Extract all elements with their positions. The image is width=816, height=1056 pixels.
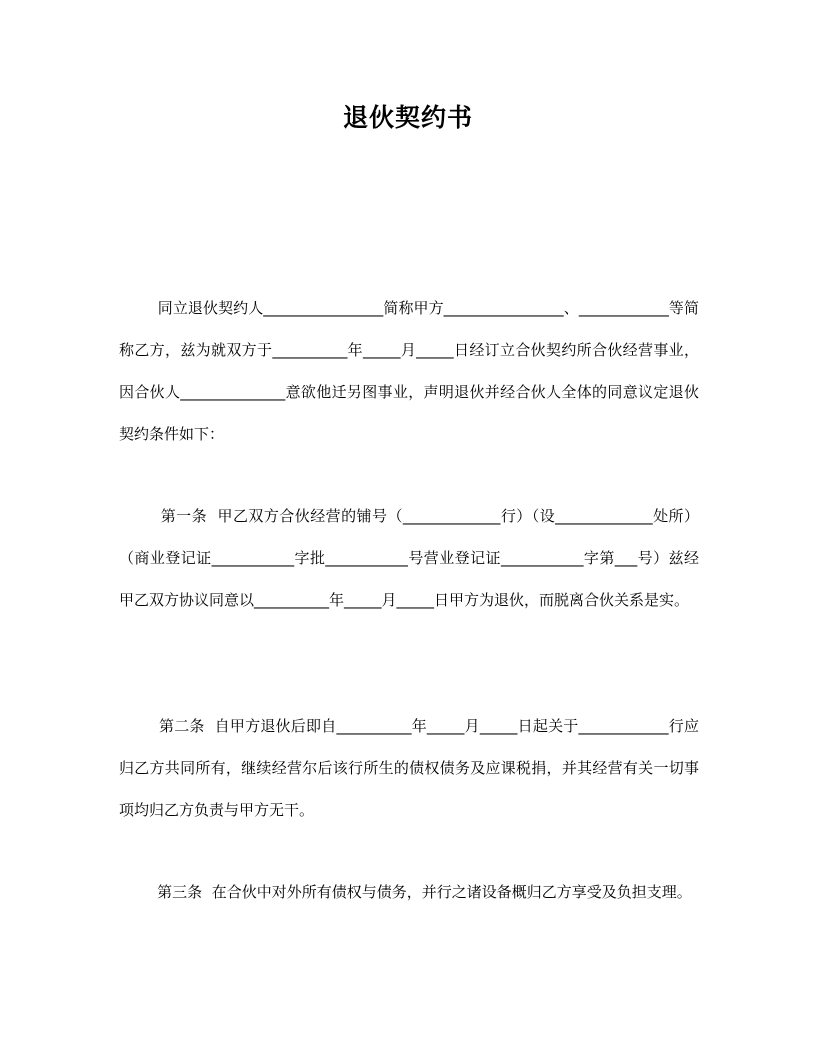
article-3-paragraph: 第三条 在合伙中对外所有债权与债务，并行之诸设备概归乙方享受及负担支理。 (119, 883, 692, 901)
article-1-paragraph: 第一条 甲乙双方合伙经营的铺号（_____________行）（设_____________处所）（商业登记证___________字批___________号营业登记证___________字第___号）兹经甲乙双方协议同意以__________年_____月_____日甲方为退伙，而脱离合伙关系是实。 (119, 507, 699, 609)
preamble-paragraph: 同立退伙契约人________________简称甲方________________、____________等简称乙方，兹为就双方于__________年_____月_____日经订立合伙契约所合伙经营事业，因合伙人______________意欲他迁另图事业，声明退伙并经合伙人全体的同意议定退伙契约条件如下： (119, 299, 699, 443)
document-title: 退伙契约书 (342, 103, 473, 132)
article-2-paragraph: 第二条 自甲方退伙后即自__________年_____月_____日起关于____________行应归乙方共同所有，继续经营尔后该行所生的债权债务及应课税捐，并其经营有关一切事项均归乙方负责与甲方无干。 (119, 717, 699, 819)
